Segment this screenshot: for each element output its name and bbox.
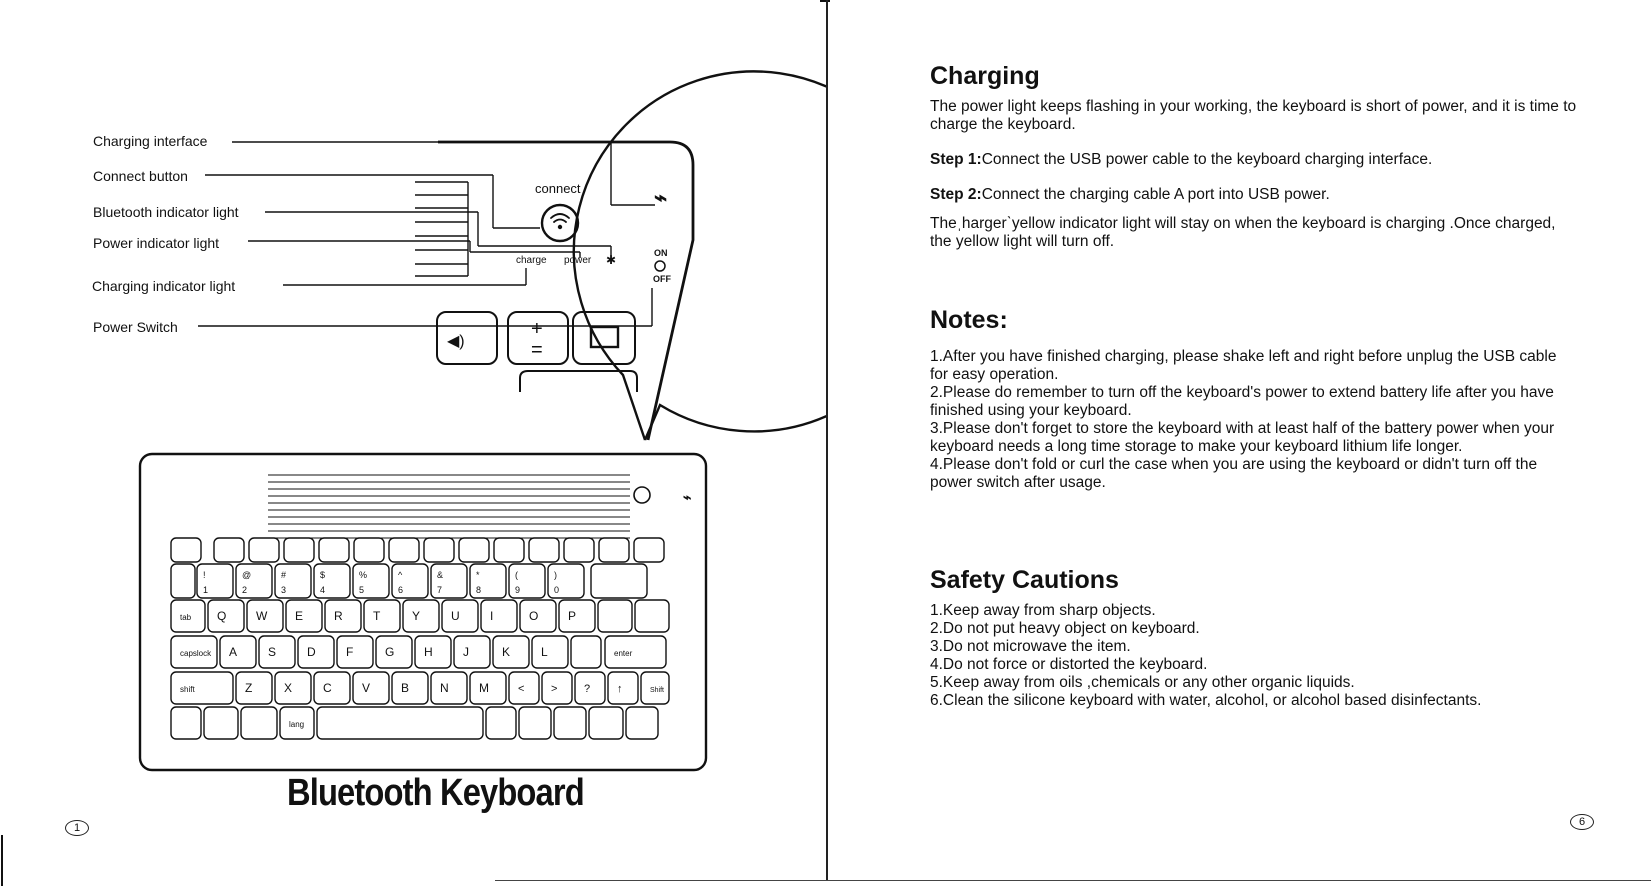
letter-key	[337, 636, 373, 668]
page-number-right: 6	[1570, 814, 1594, 830]
letter-key	[275, 672, 311, 704]
search-key	[204, 707, 238, 739]
svg-text:⌁: ⌁	[683, 489, 692, 505]
keyboard-key-label: W	[256, 609, 268, 623]
letter-key	[353, 672, 389, 704]
keyboard-key-label: Y	[412, 609, 421, 623]
digit-symbol: (	[515, 570, 518, 580]
letter-key	[532, 636, 568, 668]
charging-heading: Charging	[930, 62, 1040, 90]
digit-label: 2	[242, 585, 248, 595]
note-item: 1.After you have finished charging, please shake left and right before unplug the USB cable for easy operation.	[930, 348, 1557, 383]
bracket-key	[635, 600, 669, 632]
product-title: Bluetooth Keyboard	[287, 772, 584, 814]
step-2	[930, 186, 1578, 204]
keyboard-key-label: K	[502, 645, 511, 659]
function-key	[249, 538, 279, 562]
keyboard-key-label: M	[479, 681, 489, 695]
function-key	[389, 538, 419, 562]
digit-label: 5	[359, 585, 365, 595]
safety-item: 2.Do not put heavy object on keyboard.	[930, 620, 1200, 637]
keyboard-key-label: V	[362, 681, 371, 695]
function-key	[319, 538, 349, 562]
keyboard-key-label: C	[323, 681, 332, 695]
digit-symbol: ^	[398, 570, 403, 580]
digit-symbol: $	[320, 570, 326, 580]
function-key	[564, 538, 594, 562]
keyboard-key-label: >	[551, 683, 558, 695]
off-label: OFF	[653, 274, 671, 284]
usb-port-icon: ⌁	[654, 185, 668, 210]
function-key	[459, 538, 489, 562]
charger-indicator-text: Theˌhargerˋyellow indicator light will stay on when the keyboard is charging .Once charged, the yellow light will turn off.	[930, 215, 1556, 250]
space-key	[317, 707, 483, 739]
safety-item: 3.Do not microwave the item.	[930, 638, 1131, 655]
connect-label: connect	[535, 181, 581, 196]
key	[519, 707, 551, 739]
digit-label: 7	[437, 585, 443, 595]
keyboard-key-label: ↑	[617, 683, 623, 695]
mic-key	[241, 707, 277, 739]
safety-section	[930, 566, 1578, 710]
arrow-right-key	[626, 707, 658, 739]
charge-label: charge	[516, 255, 547, 266]
keyboard-key-label: shift	[180, 685, 195, 694]
digit-label: 0	[554, 585, 560, 595]
keyboard-key-label: capslock	[180, 649, 212, 658]
left-crop-mark	[1, 835, 3, 886]
letter-key	[431, 672, 467, 704]
callout-charging-interface: Charging interface	[93, 133, 208, 149]
callout-power-switch: Power Switch	[93, 319, 178, 335]
keyboard-key-label: P	[568, 609, 577, 623]
keyboard-key-label: J	[463, 645, 469, 659]
keyboard-key-label: R	[334, 609, 343, 623]
semicolon-key	[571, 636, 601, 668]
letter-key	[454, 636, 490, 668]
step-1-text: Connect the USB power cable to the keyboard charging interface.	[981, 151, 1433, 168]
digit-symbol: &	[437, 570, 444, 580]
letter-key	[236, 672, 272, 704]
safety-item: 1.Keep away from sharp objects.	[930, 602, 1156, 619]
charging-intro: The power light keeps flashing in your working, the keyboard is short of power, and it is time to charge the keyboard.	[930, 98, 1577, 133]
digit-label: 8	[476, 585, 482, 595]
safety-item: 6.Clean the silicone keyboard with water, alcohol, or alcohol based disinfectants.	[930, 692, 1482, 709]
notes-section	[930, 306, 1578, 492]
note-item: 3.Please don't forget to store the keyboard with at least half of the battery power when your keyboard needs a long time storage to make your keyboard lithium life longer.	[930, 420, 1555, 455]
digit-label: 4	[320, 585, 326, 595]
letter-key	[442, 600, 478, 632]
keyboard-key-label: N	[440, 681, 449, 695]
keyboard-key-label: D	[307, 645, 316, 659]
arrow-down-key	[589, 707, 623, 739]
on-label: ON	[654, 248, 668, 258]
power-switch-icon	[655, 261, 665, 271]
digit-label: 3	[281, 585, 287, 595]
notes-heading: Notes:	[930, 306, 1008, 334]
digit-label: 6	[398, 585, 404, 595]
keyboard-key-label: L	[541, 645, 548, 659]
letter-key	[415, 636, 451, 668]
keyboard-key-label: tab	[180, 613, 192, 622]
letter-key	[220, 636, 256, 668]
letter-key	[314, 672, 350, 704]
function-key	[171, 538, 201, 562]
digit-symbol: %	[359, 570, 368, 580]
safety-item: 5.Keep away from oils ,chemicals or any other organic liquids.	[930, 674, 1355, 691]
letter-key	[392, 672, 428, 704]
letter-key	[403, 600, 439, 632]
power-label: power	[564, 255, 592, 266]
equals-icon: =	[531, 339, 543, 361]
bottom-rule	[495, 880, 1651, 881]
letter-key	[286, 600, 322, 632]
keyboard-key-label: S	[268, 645, 277, 659]
key	[486, 707, 516, 739]
keyboard-key-label: T	[373, 609, 381, 623]
function-key	[214, 538, 244, 562]
bracket-key	[598, 600, 632, 632]
safety-item: 4.Do not force or distorted the keyboard.	[930, 656, 1208, 673]
callout-power-light: Power indicator light	[93, 235, 220, 251]
volume-icon: ◀)	[447, 333, 465, 350]
letter-key	[259, 636, 295, 668]
note-item: 4.Please don't fold or curl the case when you are using the keyboard or didn't turn off the power switch after usage.	[930, 456, 1538, 491]
keyboard-key-label: A	[229, 645, 238, 659]
function-key	[354, 538, 384, 562]
charging-section	[930, 62, 1578, 251]
safety-heading: Safety Cautions	[930, 566, 1119, 594]
keyboard-key-label: X	[284, 681, 293, 695]
callout-charging-light: Charging indicator light	[92, 278, 236, 294]
letter-key	[493, 636, 529, 668]
keyboard-key-label: Shift	[650, 687, 665, 694]
function-key	[599, 538, 629, 562]
digit-label: 9	[515, 585, 521, 595]
callout-connect-button: Connect button	[93, 168, 188, 184]
arrow-left-key	[554, 707, 586, 739]
keyboard-illustration	[138, 452, 710, 774]
note-item: 2.Please do remember to turn off the keyboard's power to extend battery life after you have finished using your keyboard.	[930, 384, 1554, 419]
keyboard-key-label: I	[490, 609, 494, 623]
zoom-detail-diagram	[0, 0, 826, 460]
function-key	[529, 538, 559, 562]
letter-key	[559, 600, 595, 632]
step-1-label: Step 1:	[930, 151, 982, 168]
digit-label: 1	[203, 585, 209, 595]
digit-symbol: )	[554, 570, 557, 580]
keyboard-key-label: Q	[217, 609, 227, 623]
keyboard-key-label: F	[346, 645, 354, 659]
backspace-key	[591, 564, 647, 598]
function-key	[284, 538, 314, 562]
keyboard-key-label: ?	[584, 683, 591, 695]
keyboard-key-label: U	[451, 609, 460, 623]
keyboard-key-label: B	[401, 681, 410, 695]
plus-icon: +	[531, 318, 543, 340]
keyboard-key-label: Z	[245, 681, 253, 695]
keyboard-key-label: <	[518, 683, 525, 695]
step-1	[930, 151, 1578, 169]
keyboard-key-label: O	[529, 609, 539, 623]
page-number-left: 1	[65, 820, 89, 836]
key	[608, 672, 638, 704]
digit-symbol: !	[203, 570, 206, 580]
keyboard-key-label: E	[295, 609, 304, 623]
bluetooth-icon: ✱	[606, 253, 617, 267]
digit-symbol: #	[281, 570, 287, 580]
digit-symbol: @	[242, 570, 252, 580]
step-2-label: Step 2:	[930, 186, 982, 203]
letter-key	[325, 600, 361, 632]
keyboard-key-label: enter	[614, 649, 633, 658]
letter-key	[364, 600, 400, 632]
digit-symbol: *	[476, 570, 480, 580]
keyboard-key-label: G	[385, 645, 395, 659]
step-2-text: Connect the charging cable A port into USB power.	[981, 186, 1330, 203]
page-divider	[826, 0, 828, 880]
letter-key	[481, 600, 517, 632]
keyboard-key-label: H	[424, 645, 433, 659]
function-key	[494, 538, 524, 562]
function-key	[424, 538, 454, 562]
tilde-key	[171, 564, 195, 598]
callout-bluetooth-light: Bluetooth indicator light	[93, 204, 239, 220]
function-key	[634, 538, 664, 562]
menu-key	[171, 707, 201, 739]
keyboard-key-label: lang	[289, 720, 305, 729]
letter-key	[298, 636, 334, 668]
